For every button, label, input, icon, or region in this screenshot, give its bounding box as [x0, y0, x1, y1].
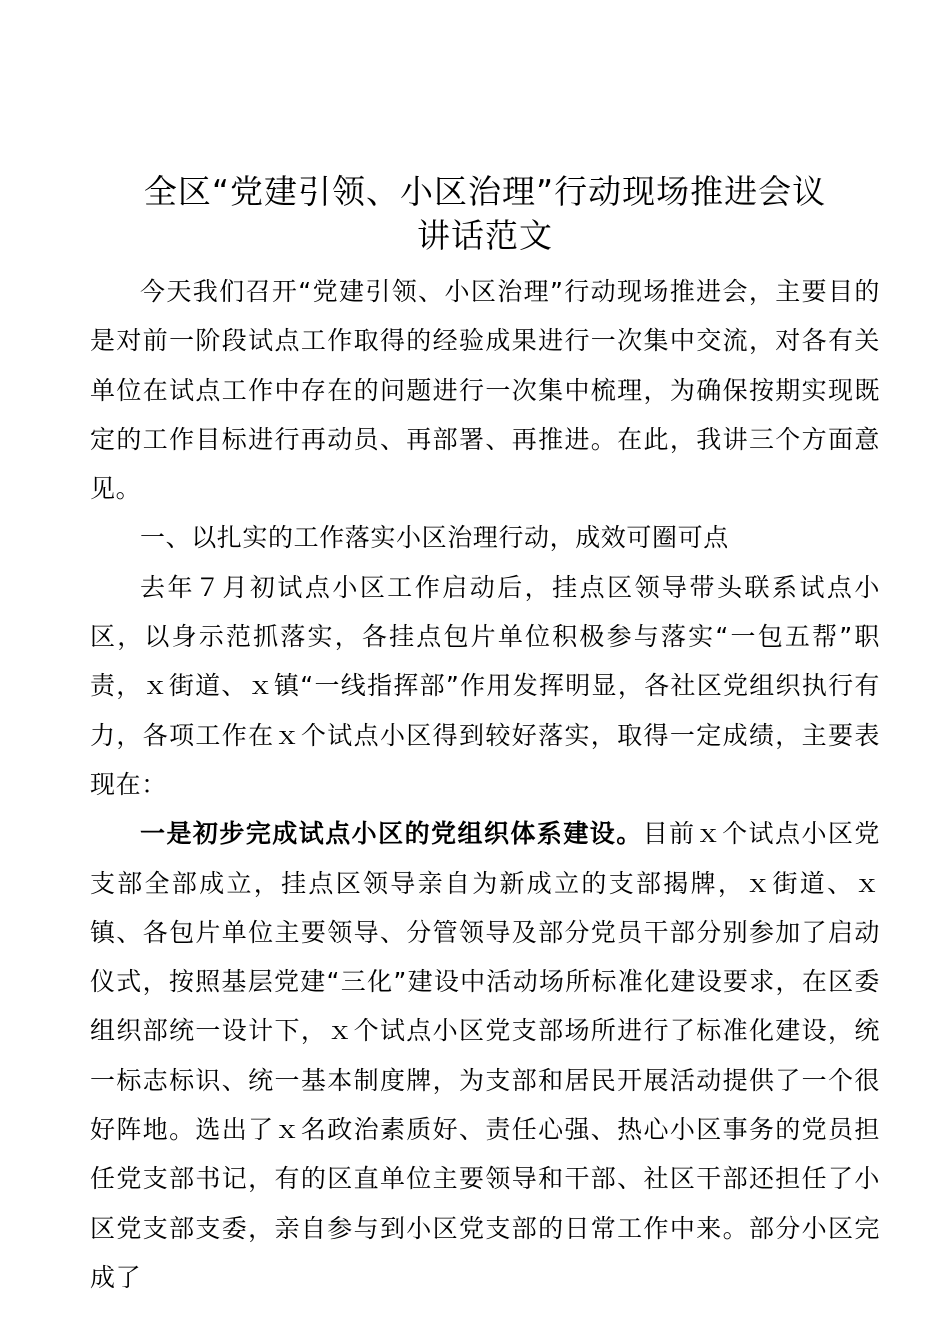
paragraph-intro: [90, 267, 880, 513]
document-title: [90, 170, 880, 258]
title-line-1: 全区“党建引领、小区治理”行动现场推进会议: [143, 172, 827, 211]
paragraph-lead: 一是初步完成试点小区的党组织体系建设。: [140, 819, 643, 849]
document-body: [90, 267, 880, 1302]
title-line-2: 讲话范文: [417, 216, 553, 255]
paragraph-text: 今天我们召开“党建引领、小区治理”行动现场推进会，主要目的是对前一阶段试点工作取得的经验成果进行一次集中交流，对各有关单位在试点工作中存在的问题进行一次集中梳理，为确保按期实现既定的工作目标进行再动员、再部署、再推进。在此，我讲三个方面意见。: [90, 277, 880, 504]
paragraph-text: 目前ｘ个试点小区党支部全部成立，挂点区领导亲自为新成立的支部揭牌，ｘ街道、ｘ镇、各包片单位主要领导、分管领导及部分党员干部分别参加了启动仪式，按照基层党建“三化”建设中活动场所标准化建设要求，在区委组织部统一设计下，ｘ个试点小区党支部场所进行了标准化建设，统一标志标识、统一基本制度牌，为支部和居民开展活动提供了一个很好阵地。选出了ｘ名政治素质好、责任心强、热心小区事务的党员担任党支部书记，有的区直单位主要领导和干部、社区干部还担任了小区党支部支委，亲自参与到小区党支部的日常工作中来。部分小区完成了: [90, 819, 880, 1292]
document-page: [90, 170, 880, 1302]
paragraph-point-1: [90, 809, 880, 1302]
section-heading-1: [90, 513, 880, 562]
paragraph-text: 去年７月初试点小区工作启动后，挂点区领导带头联系试点小区，以身示范抓落实，各挂点包片单位积极参与落实“一包五帮”职责，ｘ街道、ｘ镇“一线指挥部”作用发挥明显，各社区党组织执行有力，各项工作在ｘ个试点小区得到较好落实，取得一定成绩，主要表现在：: [90, 572, 880, 799]
paragraph-achievements: [90, 563, 880, 809]
section-heading-text: 一、以扎实的工作落实小区治理行动，成效可圈可点: [140, 523, 729, 553]
